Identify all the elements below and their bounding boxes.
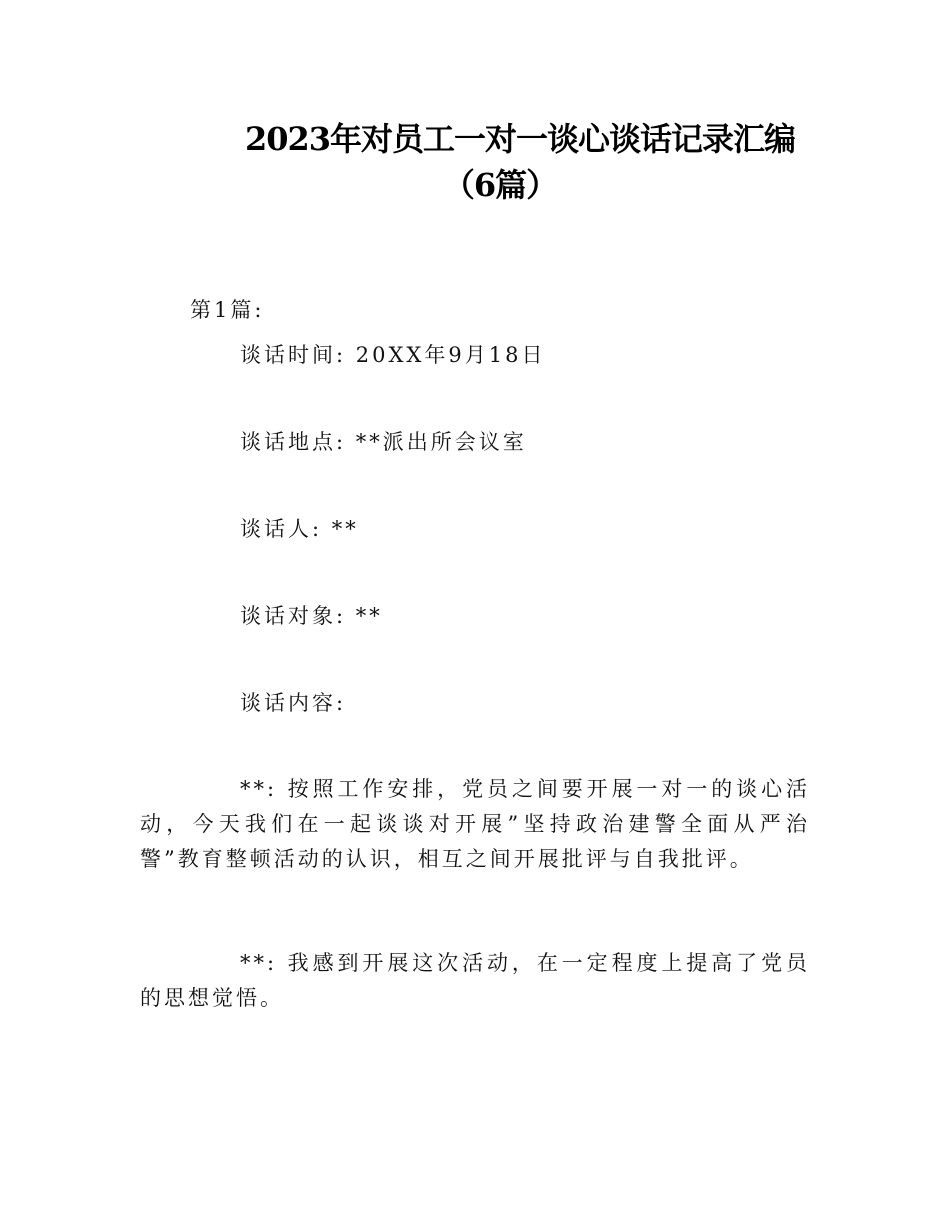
talk-target: 谈话对象: ** [240, 604, 383, 628]
talk-place: 谈话地点: **派出所会议室 [240, 430, 527, 454]
document-title: 2023年对员工一对一谈心谈话记录汇编 [244, 120, 796, 158]
talk-time: 谈话时间: 20XX年9月18日 [240, 343, 546, 367]
talk-speaker: 谈话人: ** [240, 517, 359, 541]
talk-content-label: 谈话内容: [240, 691, 347, 715]
section-heading: 第1篇: [190, 298, 265, 322]
document-title-count: （6篇） [442, 166, 558, 204]
body-paragraph: **: 我感到开展这次活动，在一定程度上提高了党员的思想觉悟。 [140, 951, 810, 1010]
body-paragraph: **: 按照工作安排，党员之间要开展一对一的谈心活动，今天我们在一起谈谈对开展”坚持政治建警全面从严治警”教育整顿活动的认识，相互之间开展批评与自我批评。 [140, 777, 810, 871]
